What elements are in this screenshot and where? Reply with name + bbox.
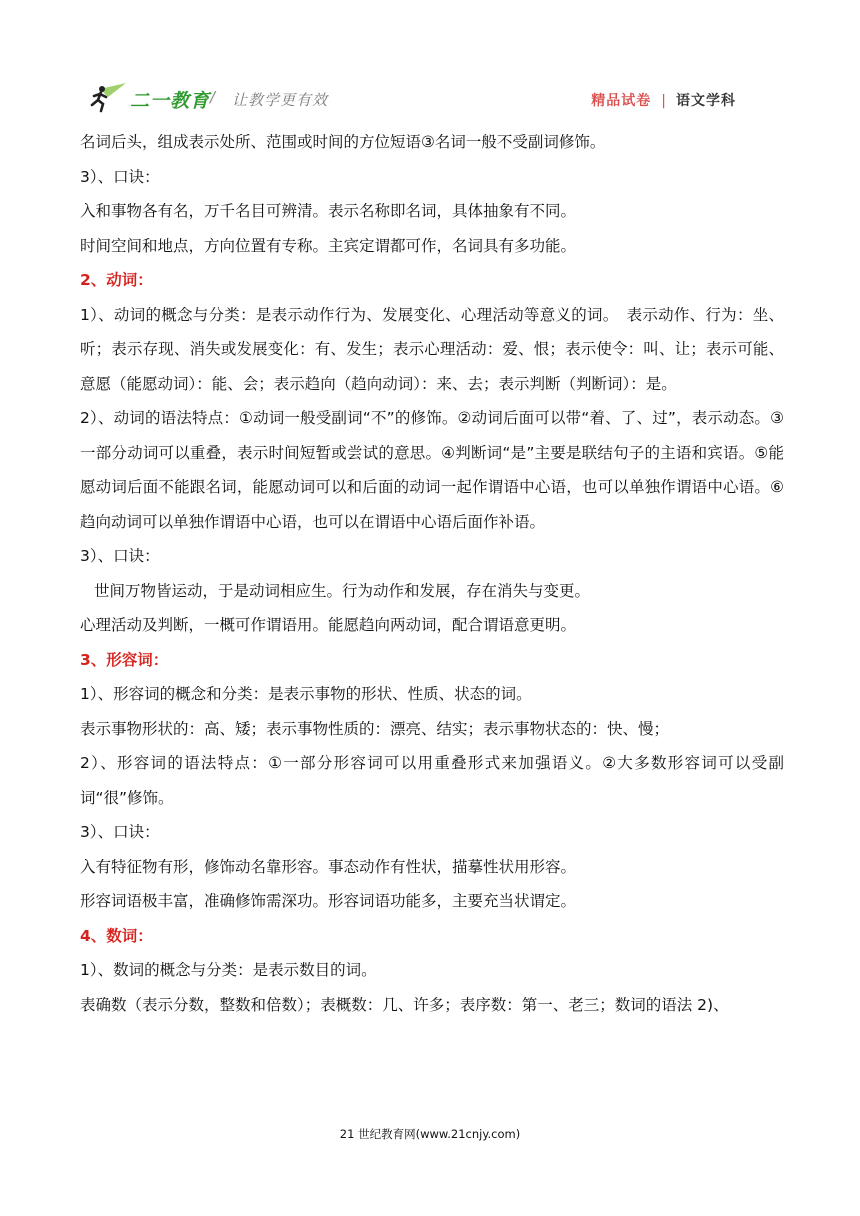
- logo-slogan: 让教学更有效: [232, 91, 329, 109]
- subheading: 3）、口诀：: [80, 167, 160, 186]
- paragraph: 1）、动词的概念与分类：是表示动作行为、发展变化、心理活动等意义的词。 表示动作、行为：坐、听；表示存现、消失或发展变化：有、发生；表示心理活动：爱、恨；表示使令：叫、让；表示可能、意愿（能愿动词）：能、会；表示趋向（趋向动词）：来、去；表示判断（判断词）：是。: [80, 305, 784, 393]
- verse-line: 入有特征物有形，修饰动名靠形容。事态动作有性状，描摹性状用形容。: [80, 857, 577, 876]
- page-header: [80, 80, 780, 120]
- section-title: 3、形容词：: [80, 650, 169, 669]
- paragraph: 1）、数词的概念与分类：是表示数目的词。: [80, 961, 377, 979]
- section-title: 2、动词：: [80, 271, 153, 289]
- header-label: 精品试卷: [591, 93, 652, 109]
- paragraph: 名词后头，组成表示处所、范围或时间的方位短语③名词一般不受副词修饰。: [80, 133, 606, 151]
- verse-line: 世间万物皆运动，于是动词相应生。行为动作和发展，存在消失与变更。: [93, 581, 590, 600]
- paragraph: 2）、形容词的语法特点：①一部分形容词可以用重叠形式来加强语义。②大多数形容词可以受副词“很”修饰。: [80, 754, 784, 807]
- header-right: [591, 90, 736, 110]
- logo-text: 二一教育: [130, 90, 211, 112]
- paragraph: 表示事物形状的：高、矮；表示事物性质的：漂亮、结实；表示事物状态的：快、慢；: [80, 719, 670, 738]
- paragraph: 2）、动词的语法特点：①动词一般受副词“不”的修饰。②动词后面可以带“着、了、过”，表示动态。③一部分动词可以重叠，表示时间短暂或尝试的意思。④判断词“是”主要是联结句子的主语和宾语。⑤能愿动词后面不能跟名词，能愿动词可以和后面的动词一起作谓语中心语，也可以单独作谓语中心语。⑥趋向动词可以单独作谓语中心语，也可以在谓语中心语后面作补语。: [80, 409, 784, 531]
- header-separator: |: [661, 93, 666, 109]
- page-footer: 21 世纪教育网(www.21cnjy.com): [339, 1127, 521, 1141]
- logo-divider: /: [210, 88, 216, 106]
- header-subject: 语文学科: [676, 93, 736, 109]
- logo: [86, 83, 386, 113]
- paragraph: 1）、形容词的概念和分类：是表示事物的形状、性质、状态的词。: [80, 685, 532, 703]
- section-title: 4、数词：: [80, 926, 153, 945]
- verse-line: 时间空间和地点，方向位置有专称。主宾定谓都可作，名词具有多功能。: [80, 236, 577, 255]
- verse-line: 形容词语极丰富，准确修饰需深功。形容词语功能多，主要充当状谓定。: [80, 892, 577, 910]
- document-body: [80, 125, 784, 1022]
- subheading: 3）、口诀：: [80, 823, 160, 841]
- runner-logo-icon: [86, 83, 130, 113]
- verse-line: 心理活动及判断，一概可作谓语用。能愿趋向两动词，配合谓语意更明。: [80, 616, 577, 634]
- subheading: 3）、口诀：: [80, 547, 160, 565]
- verse-line: 入和事物各有名，万千名目可辨清。表示名称即名词，具体抽象有不同。: [80, 202, 577, 220]
- paragraph: 表确数（表示分数，整数和倍数）；表概数：几、许多；表序数：第一、老三；数词的语法 2)、: [80, 995, 729, 1014]
